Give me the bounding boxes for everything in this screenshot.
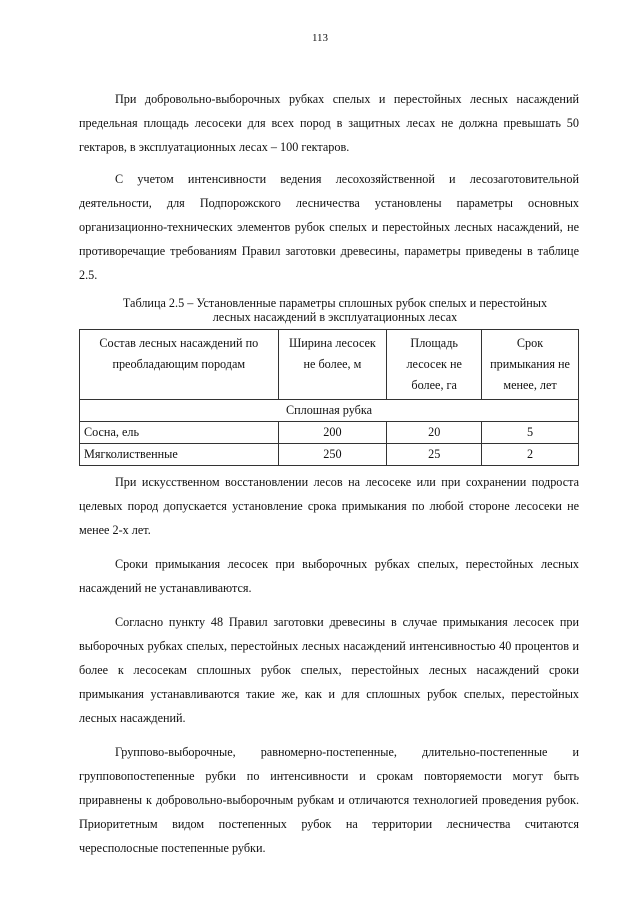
cell-width: 200: [278, 422, 387, 444]
cell-width: 250: [278, 444, 387, 466]
paragraph: Группово-выборочные, равномерно-постепенные, длительно-постепенные и групповопостепенные рубки по интенсивности и срокам повторяемости могут быть приравнены к добровольно-выборочным рубкам и отличаются технологией проведения рубок. Приоритетным видом постепенных рубок на территории лесничества считаются чересполосные постепенные рубки.: [79, 745, 579, 855]
paragraph: Согласно пункту 48 Правил заготовки древесины в случае примыкания лесосек при выборочных рубках спелых, перестойных лесных насаждений интенсивностью 40 процентов и более к лесосекам сплошных рубок спелых, перестойных лесных насаждений сроки примыкания устанавливаются такие же, как и для сплошных рубок спелых, перестойных лесных насаждений.: [79, 615, 579, 725]
table-caption-line: лесных насаждений в эксплуатационных лесах: [212, 310, 458, 324]
header-adjacency-term: Срок примыкания не менее, лет: [482, 330, 579, 400]
table-section-row: [80, 400, 579, 422]
header-area: Площадь лесосек не более, га: [387, 330, 482, 400]
cell-term: 2: [482, 444, 579, 466]
table-row: [80, 444, 579, 466]
cell-area: 25: [387, 444, 482, 466]
body-text: [79, 470, 579, 860]
table-caption: [100, 296, 570, 324]
page-number: 113: [311, 32, 329, 44]
table-header-row: [80, 330, 579, 400]
paragraph: Сроки примыкания лесосек при выборочных рубках спелых, перестойных лесных насаждений не устанавливаются.: [79, 557, 579, 595]
parameters-table: [79, 329, 579, 466]
cell-term: 5: [482, 422, 579, 444]
header-composition: Состав лесных насаждений по преобладающим породам: [80, 330, 279, 400]
table-row: [80, 422, 579, 444]
cell-area: 20: [387, 422, 482, 444]
section-label: Сплошная рубка: [80, 400, 579, 422]
cell-species: Сосна, ель: [80, 422, 279, 444]
cell-species: Мягколиственные: [80, 444, 279, 466]
table-caption-line: Таблица 2.5 – Установленные параметры сплошных рубок спелых и перестойных: [122, 296, 548, 310]
header-width: Ширина лесосек не более, м: [278, 330, 387, 400]
paragraph: При добровольно-выборочных рубках спелых и перестойных лесных насаждений предельная площадь лесосеки для всех пород в защитных лесах не должна превышать 50 гектаров, в эксплуатационных лесах – 100 гектаров.: [79, 92, 579, 154]
paragraph: С учетом интенсивности ведения лесохозяйственной и лесозаготовительной деятельности, для Подпорожского лесничества установлены параметры основных организационно-технических элементов рубок спелых и перестойных лесных насаждений, не противоречащие требованиям Правил заготовки древесины, параметры приведены в таблице 2.5.: [79, 172, 579, 282]
intro-text: [79, 87, 579, 287]
paragraph: При искусственном восстановлении лесов на лесосеке или при сохранении подроста целевых пород допускается установление срока примыкания по любой стороне лесосеки не менее 2-х лет.: [79, 475, 579, 537]
